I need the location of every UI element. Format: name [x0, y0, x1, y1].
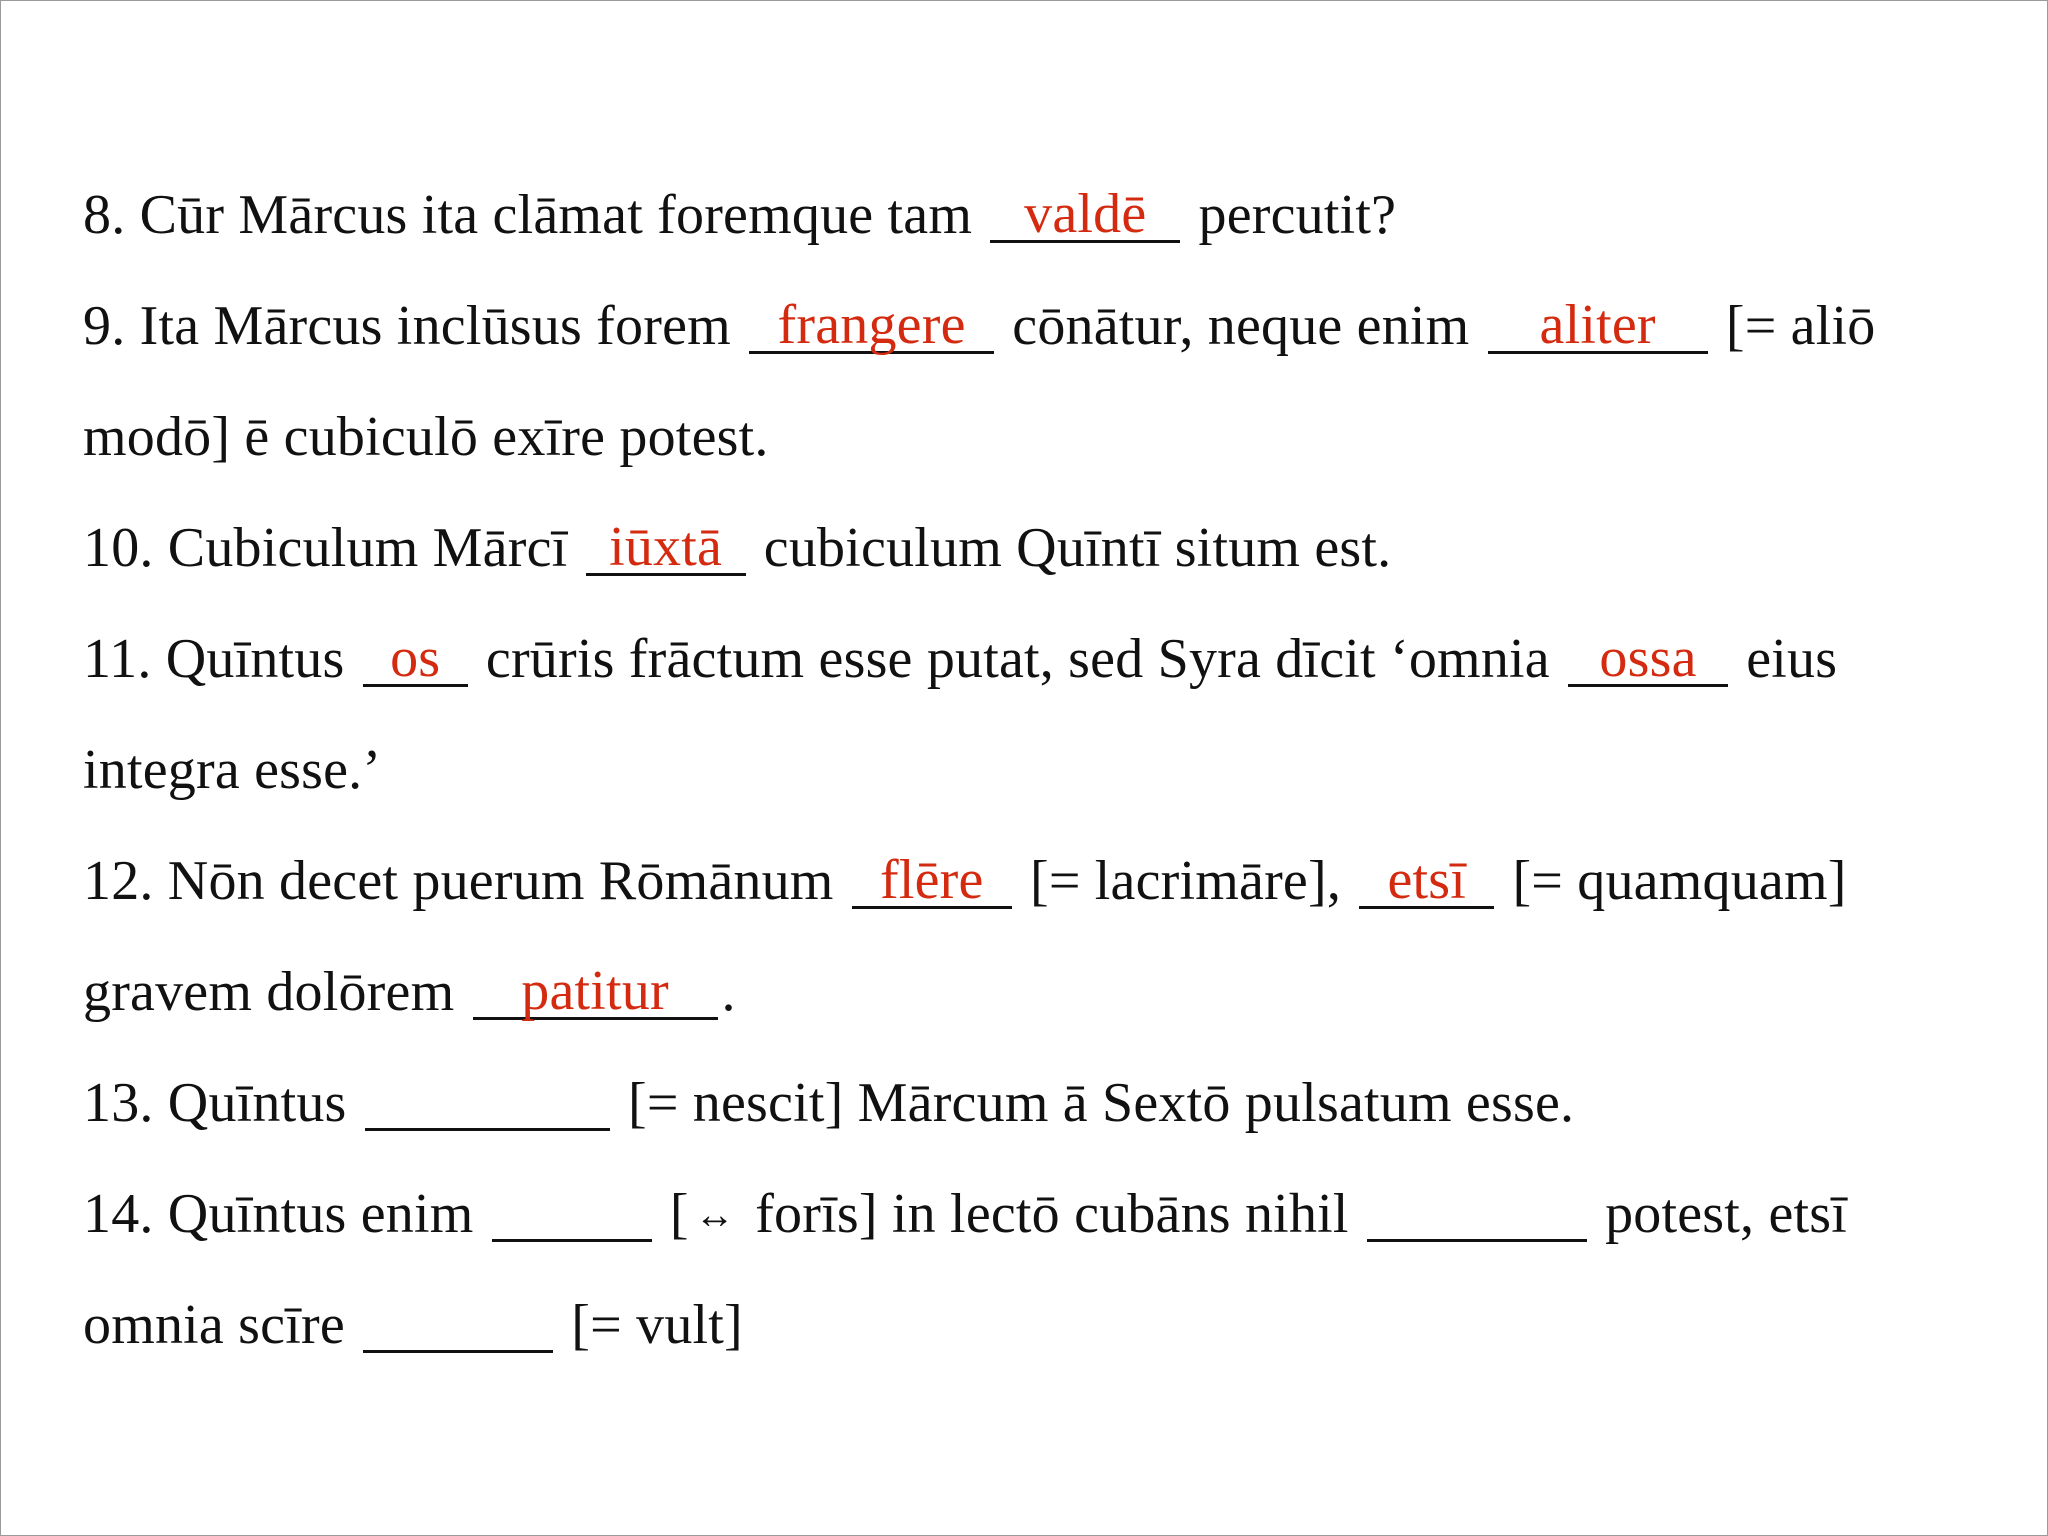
left-right-arrow-icon: ↔	[694, 1192, 735, 1237]
line-text: 10. Cubiculum Mārcī	[83, 517, 582, 579]
exercise-line-14	[83, 1174, 1983, 1254]
line-text: [= vult]	[557, 1294, 743, 1356]
exercise-line-11-cont	[83, 730, 1983, 810]
answer-blank[interactable]	[749, 291, 994, 354]
answer-blank[interactable]	[1359, 846, 1494, 909]
answer-blank[interactable]	[1367, 1179, 1587, 1242]
line-text: [= lacrimāre],	[1015, 850, 1356, 912]
line-text: 8. Cūr Mārcus ita clāmat foremque tam	[83, 184, 987, 246]
exercise-line-13	[83, 1063, 1983, 1143]
answer-blank[interactable]	[365, 1068, 610, 1131]
answer-fill: ossa	[1599, 627, 1697, 689]
answer-blank[interactable]	[1568, 624, 1728, 687]
exercise-line-12	[83, 841, 1983, 921]
line-text: forīs] in lectō cubāns nihil	[741, 1183, 1363, 1245]
line-text: crūris frāctum esse putat, sed Syra dīcit ‘omnia	[471, 628, 1565, 690]
answer-fill: etsī	[1387, 849, 1467, 911]
answer-blank[interactable]	[473, 957, 718, 1020]
answer-fill: os	[390, 627, 441, 689]
answer-blank[interactable]	[1488, 291, 1708, 354]
answer-blank[interactable]	[492, 1179, 652, 1242]
line-text: [= aliō	[1711, 295, 1876, 357]
line-text: integra esse.’	[83, 739, 382, 801]
answer-fill: frangere	[777, 294, 966, 356]
line-text: eius	[1732, 628, 1838, 690]
answer-fill: iūxtā	[609, 516, 723, 578]
exercise-line-9-cont	[83, 397, 1983, 477]
line-text: [	[655, 1183, 689, 1245]
line-text: potest, etsī	[1590, 1183, 1848, 1245]
answer-blank[interactable]	[852, 846, 1012, 909]
answer-fill: flēre	[879, 849, 984, 911]
answer-fill: valdē	[1024, 183, 1147, 245]
answer-blank[interactable]	[363, 624, 468, 687]
answer-fill: aliter	[1539, 294, 1656, 356]
line-text: omnia scīre	[83, 1294, 360, 1356]
exercise-line-8	[83, 175, 1983, 255]
exercise-line-14-cont	[83, 1285, 1983, 1365]
line-text: .	[721, 961, 736, 1023]
line-text: 13. Quīntus	[83, 1072, 361, 1134]
exercise-line-10	[83, 508, 1983, 588]
line-text: percutit?	[1184, 184, 1397, 246]
answer-fill: patitur	[521, 960, 669, 1022]
line-text: 12. Nōn decet puerum Rōmānum	[83, 850, 848, 912]
line-text: [= quamquam]	[1498, 850, 1847, 912]
line-text: modō] ē cubiculō exīre potest.	[83, 406, 769, 468]
answer-blank[interactable]	[990, 180, 1180, 243]
line-text: [= nescit] Mārcum ā Sextō pulsatum esse.	[613, 1072, 1575, 1134]
line-text: cōnātur, neque enim	[998, 295, 1484, 357]
line-text: gravem dolōrem	[83, 961, 469, 1023]
exercise-line-9	[83, 286, 1983, 366]
answer-blank[interactable]	[363, 1290, 553, 1353]
answer-blank[interactable]	[586, 513, 746, 576]
line-text: 11. Quīntus	[83, 628, 359, 690]
line-text: cubiculum Quīntī situm est.	[749, 517, 1392, 579]
line-text: 9. Ita Mārcus inclūsus forem	[83, 295, 746, 357]
exercise-line-12-cont	[83, 952, 1983, 1032]
exercise-line-11	[83, 619, 1983, 699]
line-text: 14. Quīntus enim	[83, 1183, 488, 1245]
